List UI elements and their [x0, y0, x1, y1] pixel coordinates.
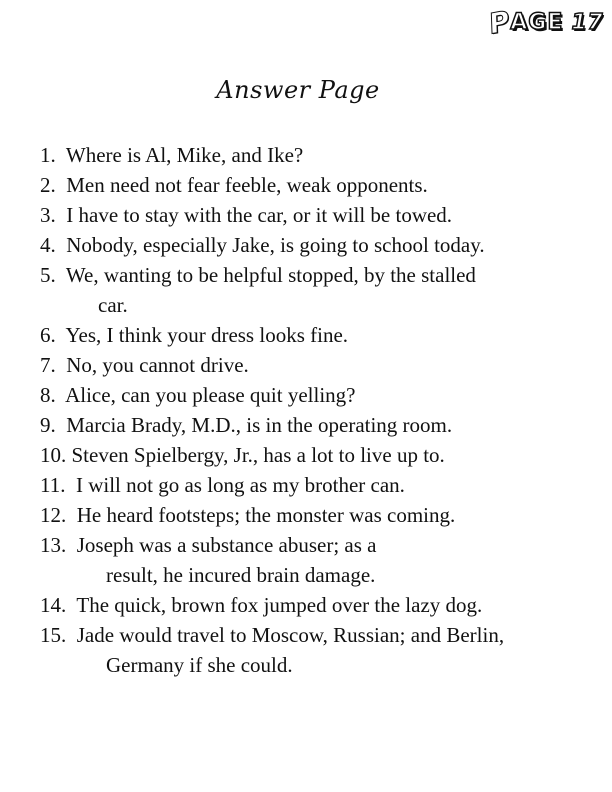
- answer-text: Jade would travel to Moscow, Russian; and Berlin,: [76, 623, 505, 647]
- answer-text: I have to stay with the car, or it will be towed.: [66, 203, 453, 227]
- answer-text: Joseph was a substance abuser; as a: [76, 533, 377, 557]
- answer-item: [40, 140, 592, 170]
- answer-text: No, you cannot drive.: [66, 353, 249, 377]
- answer-number: 10.: [40, 443, 67, 467]
- page-title: Answer Page: [216, 76, 380, 104]
- answer-number: 1.: [40, 143, 56, 167]
- answer-continuation: result, he incured brain damage.: [106, 563, 376, 587]
- answer-continuation: Germany if she could.: [106, 653, 293, 677]
- answer-item: [40, 170, 592, 200]
- answer-text: Steven Spielbergy, Jr., has a lot to live up to.: [71, 443, 445, 467]
- answer-number: 15.: [40, 623, 67, 647]
- answer-item: [40, 470, 592, 500]
- answer-item: [40, 350, 592, 380]
- answer-number: 11.: [40, 473, 66, 497]
- answer-item: [40, 200, 592, 230]
- answer-number: 6.: [40, 323, 56, 347]
- answer-number: 9.: [40, 413, 56, 437]
- answer-number: 8.: [40, 383, 56, 407]
- answer-number: 5.: [40, 263, 56, 287]
- answer-text: Yes, I think your dress looks fine.: [65, 323, 349, 347]
- answer-number: 7.: [40, 353, 56, 377]
- answer-item: [40, 500, 592, 530]
- answer-item: [40, 620, 592, 680]
- answer-text: Alice, can you please quit yelling?: [65, 383, 356, 407]
- page-label-rest: AGE: [510, 9, 564, 35]
- answer-text: The quick, brown fox jumped over the lazy dog.: [76, 593, 483, 617]
- answer-text: Nobody, especially Jake, is going to school today.: [66, 233, 485, 257]
- answer-number: 2.: [40, 173, 56, 197]
- answer-item: [40, 590, 592, 620]
- answer-number: 14.: [40, 593, 67, 617]
- answer-number: 12.: [40, 503, 67, 527]
- answer-number: 13.: [40, 533, 67, 557]
- answer-item: [40, 410, 592, 440]
- answer-item: [40, 530, 592, 590]
- page-number: 17: [569, 9, 607, 35]
- answer-list: [40, 140, 592, 680]
- page-header: [488, 3, 607, 41]
- answer-text: Marcia Brady, M.D., is in the operating room.: [66, 413, 453, 437]
- answer-text: We, wanting to be helpful stopped, by the stalled: [65, 263, 476, 287]
- answer-item: [40, 230, 592, 260]
- answer-number: 4.: [40, 233, 56, 257]
- page-label-initial: P: [488, 3, 511, 41]
- answer-text: He heard footsteps; the monster was coming.: [76, 503, 456, 527]
- answer-item: [40, 380, 592, 410]
- answer-item: [40, 260, 592, 320]
- answer-continuation: car.: [98, 293, 128, 317]
- answer-item: [40, 440, 592, 470]
- answer-text: Where is Al, Mike, and Ike?: [65, 143, 304, 167]
- answer-text: I will not go as long as my brother can.: [75, 473, 405, 497]
- answer-item: [40, 320, 592, 350]
- answer-text: Men need not fear feeble, weak opponents.: [66, 173, 428, 197]
- answer-number: 3.: [40, 203, 56, 227]
- page-label: [488, 3, 564, 41]
